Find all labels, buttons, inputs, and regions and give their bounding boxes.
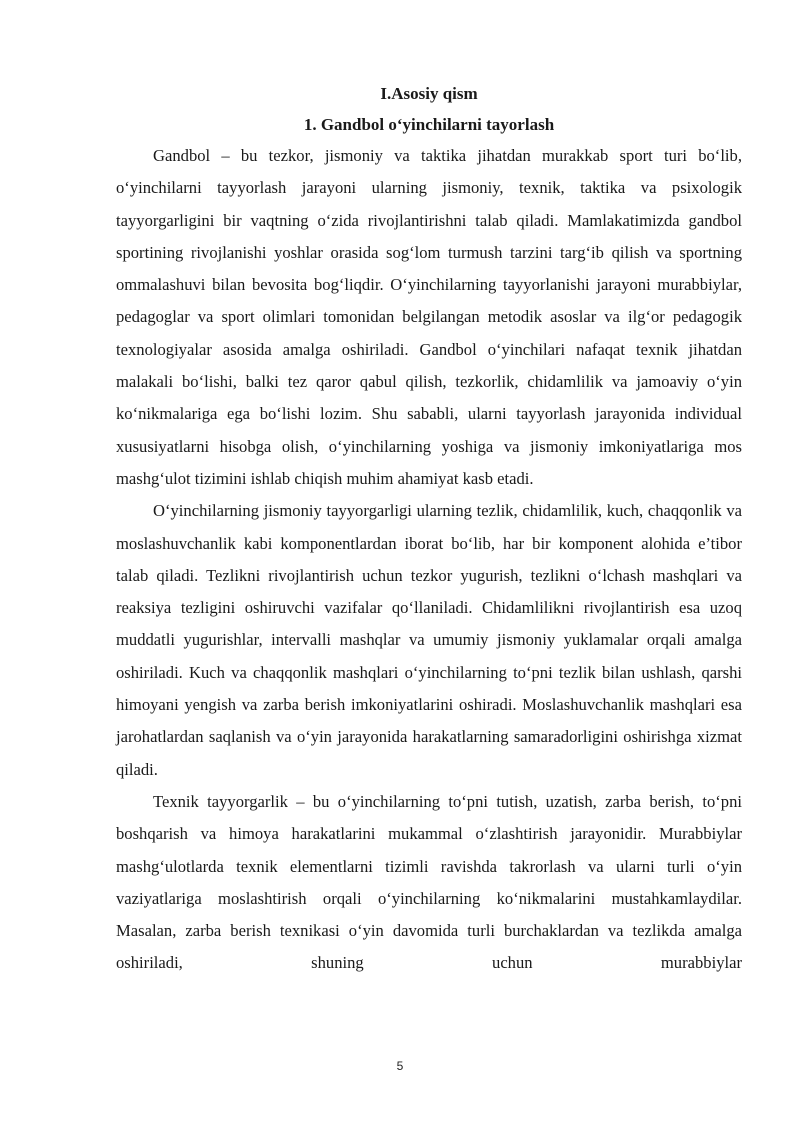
paragraph-1: Gandbol – bu tezkor, jismoniy va taktika jihatdan murakkab sport turi bo‘lib, o‘yinchilarni tayyorlash jarayoni ularning jismoniy, texnik, taktika va psixologik tayyorgarligini bir vaqtning o‘zida rivojlantirishni talab qiladi. Mamlakatimizda gandbol sportining rivojlanishi yoshlar orasida sog‘lom turmush tarzini targ‘ib qilish va sportning ommalashuvi bilan bevosita bog‘liqdir. O‘yinchilarning tayyorlanishi jarayoni murabbiylar, pedagoglar va sport olimlari tomonidan belgilangan metodik asoslar va ilg‘or pedagogik texnologiyalar asosida amalga oshiriladi. Gandbol o‘yinchilari nafaqat texnik jihatdan malakali bo‘lishi, balki tez qaror qabul qilish, tezkorlik, chidamlilik va jamoaviy o‘yin ko‘nikmalariga ega bo‘lishi lozim. Shu sababli, ularni tayyorlash jarayonida individual xususiyatlarni hisobga olish, o‘yinchilarning yoshiga va jismoniy imkoniyatlariga mos mashg‘ulot tizimini ishlab chiqish muhim ahamiyat kasb etadi. (116, 146, 742, 488)
paragraph-3: Texnik tayyorgarlik – bu o‘yinchilarning to‘pni tutish, uzatish, zarba berish, to‘pni boshqarish va himoya harakatlarini mukammal o‘zlashtirish jarayonidir. Murabbiylar mashg‘ulotlarda texnik elementlarni tizimli ravishda takrorlash va ularni turli o‘yin vaziyatlariga moslashtirish orqali o‘yinchilarning ko‘nikmalarini mustahkamlaydilar. Masalan, zarba berish texnikasi o‘yin davomida turli burchaklardan va tezlikda amalga oshiriladi, shuning uchun murabbiylar (116, 791, 742, 973)
section-title: I.Asosiy qism (380, 84, 478, 103)
document-page (116, 78, 742, 980)
chapter-title: 1. Gandbol o‘yinchilarni tayorlash (303, 115, 555, 134)
paragraph-2: O‘yinchilarning jismoniy tayyorgarligi ularning tezlik, chidamlilik, kuch, chaqqonlik va moslashuvchanlik kabi komponentlardan iborat bo‘lib, har bir komponent alohida e’tibor talab qiladi. Tezlikni rivojlantirish uchun tezkor yugurish, tezlikni o‘lchash mashqlari va reaksiya tezligini oshiruvchi vazifalar qo‘llaniladi. Chidamlilikni rivojlantirish esa uzoq muddatli yugurishlar, intervalli mashqlar va umumiy jismoniy yuklamalar orqali amalga oshiriladi. Kuch va chaqqonlik mashqlari o‘yinchilarning to‘pni tezlik bilan ushlash, qarshi himoyani yengish va zarba berish imkoniyatlarini oshiradi. Moslashuvchanlik mashqlari esa jarohatlardan saqlanish va o‘yin jarayonida harakatlarning samaradorligini oshirishga xizmat qiladi. (116, 501, 742, 779)
page-number: 5 (396, 1059, 404, 1073)
